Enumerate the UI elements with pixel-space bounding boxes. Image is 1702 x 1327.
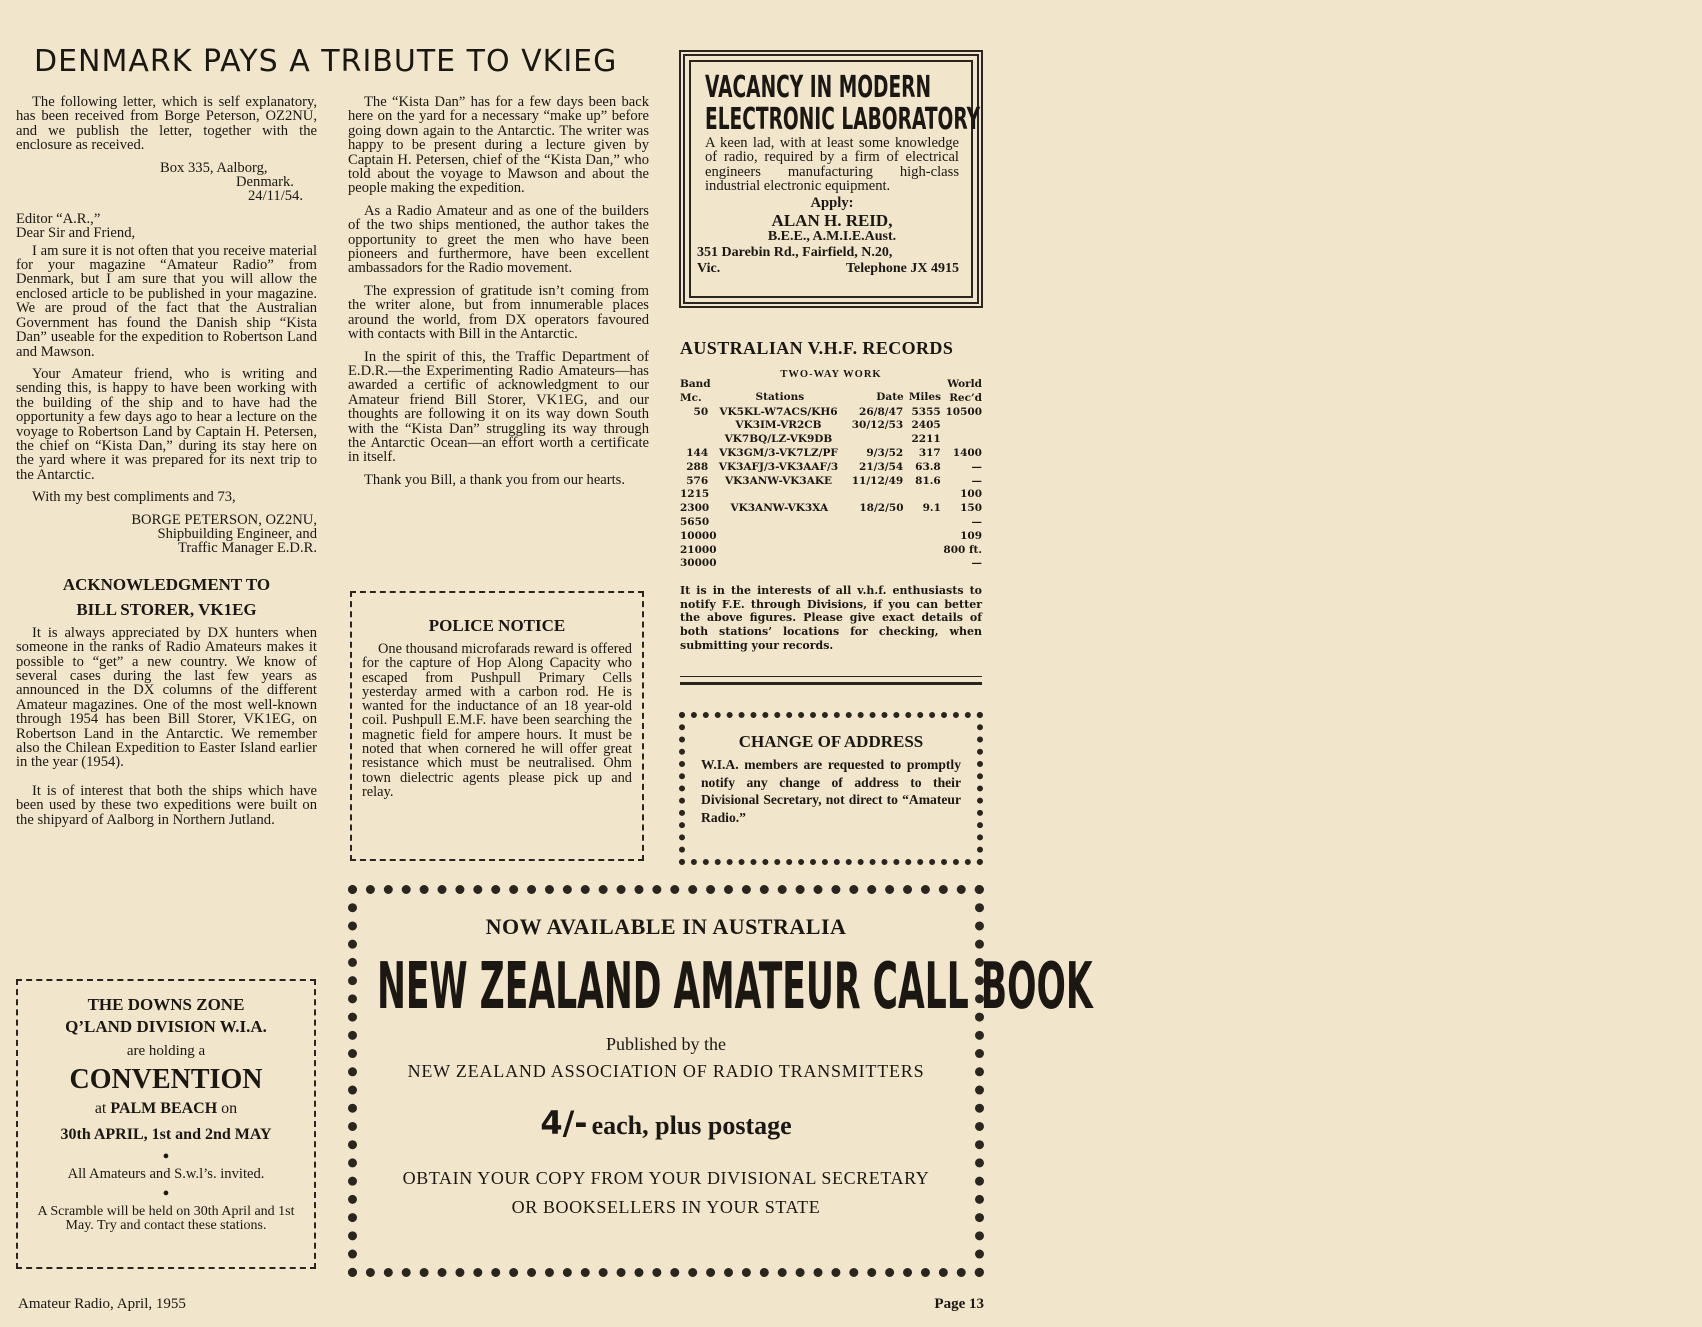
- signature-line: BORGE PETERSON, OZ2NU,: [131, 511, 317, 528]
- vhf-stations-cell: VK3ANW-VK3AKE: [724, 474, 832, 487]
- vhf-world-cell: —: [971, 515, 982, 528]
- ack-heading-1: ACKNOWLEDGMENT TO: [62, 574, 271, 594]
- salutation-editor: Editor “A.R.,”: [16, 210, 101, 227]
- convention-scramble: A Scramble will be held on 30th April and 1st May. Try and contact these stations.: [37, 1204, 295, 1233]
- vhf-world-cell: 100: [960, 488, 982, 501]
- vhf-band-cell: [680, 433, 708, 447]
- callbook-association: NEW ZEALAND ASSOCIATION OF RADIO TRANSMITTERS: [407, 1061, 925, 1081]
- convention-at: at: [94, 1100, 107, 1117]
- vacancy-contact-quals: B.E.E., A.M.I.E.Aust.: [767, 228, 897, 244]
- vacancy-apply: Apply:: [810, 194, 854, 211]
- vhf-world-cell: 1400: [952, 446, 982, 459]
- vhf-date-cell: 11/12/49: [851, 474, 904, 487]
- vhf-date-cell: [849, 488, 903, 502]
- signature-line: Traffic Manager E.D.R.: [177, 540, 317, 557]
- vacancy-state: Vic.: [697, 260, 721, 276]
- vhf-band-cell: 21000: [680, 543, 717, 556]
- vhf-miles-cell: [904, 488, 941, 502]
- vhf-table-row: [680, 447, 982, 461]
- vhf-band-cell: 30000: [680, 557, 717, 570]
- vhf-miles-cell: 2211: [911, 433, 941, 446]
- convention-bullet: ●: [162, 1150, 170, 1162]
- vhf-table-row: [680, 544, 982, 558]
- vhf-stations-cell: VK5KL-W7ACS/KH6: [719, 405, 838, 418]
- ack-paragraph-2: It is of interest that both the ships which have been used by these two expeditions were built on the shipyard of Aalborg in Northern Jutland.: [16, 782, 317, 828]
- vhf-stations-cell: VK3IM-VR2CB: [735, 419, 822, 432]
- vhf-miles-cell: [904, 544, 941, 558]
- article-title: DENMARK PAYS A TRIBUTE TO VKIEG: [34, 44, 618, 79]
- callbook-now-available: NOW AVAILABLE IN AUSTRALIA: [485, 914, 847, 939]
- vhf-miles-cell: 5355: [911, 405, 941, 418]
- salutation-dear: Dear Sir and Friend,: [16, 225, 136, 242]
- vacancy-phone-row: [697, 261, 959, 277]
- callbook-published-by: Published by the: [606, 1034, 726, 1054]
- vhf-miles-cell: [904, 530, 941, 544]
- callbook-price-value: 4/-: [540, 1104, 588, 1142]
- ack-paragraph-1: It is always appreciated by DX hunters when someone in the ranks of Radio Amateurs makes it possible to “get” a new country. We know of several cases during the last few years as announced in the DX columns of the different Amateur magazines. One of the most well-known through 1954 has been Bill Storer, VK1EG, on Robertson Land in the Antarctic. We remember also the Chilean Expedition to Easter Island earlier in the year (1954).: [16, 624, 317, 771]
- callbook-price-note: each, plus postage: [591, 1111, 792, 1140]
- vacancy-heading-1: VACANCY IN MODERN: [705, 70, 932, 105]
- vhf-world-cell: 109: [960, 529, 982, 542]
- vhf-table-row: [680, 557, 982, 571]
- letter-address: [160, 161, 317, 204]
- address-line: Box 335, Aalborg,: [160, 159, 268, 176]
- vhf-heading: AUSTRALIAN V.H.F. RECORDS: [680, 338, 954, 358]
- vhf-col-world-rec: Rec’d: [949, 391, 982, 404]
- col2-paragraph-5: Thank you Bill, a thank you from our hearts.: [364, 471, 626, 488]
- vhf-stations-cell: VK3GM/3-VK7LZ/PF: [719, 446, 838, 459]
- vacancy-telephone: Telephone JX 4915: [845, 260, 959, 276]
- ack-heading-2: BILL STORER, VK1EG: [76, 599, 257, 619]
- change-of-address-box: [679, 712, 983, 865]
- convention-invite: All Amateurs and S.w.l’s. invited.: [67, 1166, 265, 1182]
- vhf-col-band: Band: [680, 378, 711, 390]
- vhf-stations-cell: [710, 544, 850, 558]
- callbook-ad: [348, 885, 1093, 1277]
- convention-org: THE DOWNS ZONE: [87, 995, 245, 1014]
- vhf-band-cell: 288: [686, 460, 709, 473]
- footer-publication: Amateur Radio, April, 1955: [18, 1296, 186, 1312]
- vhf-world-cell: [941, 433, 982, 447]
- vhf-band-cell: 5650: [680, 515, 710, 528]
- letter-paragraph-1: I am sure it is not often that you receive material for your magazine “Amateur Radio” from Denmark, but I am sure that you will allow the enclosed article to be published in your magazine. We are proud of the fact that the Australian Government has found the Danish ship “Kista Dan” useable for the expedition to Robertson Land and Mawson.: [16, 242, 317, 360]
- police-notice-box: [350, 591, 644, 861]
- vhf-stations-cell: VK3AFJ/3-VK3AAF/3: [718, 460, 839, 473]
- convention-holding: are holding a: [126, 1043, 206, 1059]
- vhf-col-date: Date: [876, 391, 904, 403]
- convention-location: [18, 1100, 314, 1118]
- vhf-date-cell: [849, 433, 903, 447]
- col2-paragraph-2: As a Radio Amateur and as one of the builders of the two ships mentioned, the author takes the opportunity to greet the men who have been pioneers and furthermore, have been excellent ambassadors for the Radio movement.: [348, 202, 649, 277]
- vhf-table-row: [680, 461, 982, 475]
- col2-paragraph-1: The “Kista Dan” has for a few days been back here on the yard for a necessary “make up” before going down again to the Antarctic. The writer was happy to be present during a lecture given by Captain H. Petersen, chief of the “Kista Dan,” who told about the voyage to Mawson and about the people making the expedition.: [348, 94, 649, 197]
- col2-paragraph-4: In the spirit of this, the Traffic Department of E.D.R.—the Experimenting Radio Amateurs—has awarded a certific of acknowledgment to our Amateur friend Bill Storer, VK1EG, and our thoughts are following it on its way down South with the “Kista Dan” struggling its way through the Antarctic Ocean—an effort worth a certificate in itself.: [348, 348, 649, 466]
- convention-division: Q’LAND DIVISION W.I.A.: [65, 1017, 267, 1036]
- vhf-date-cell: 21/3/54: [859, 460, 904, 473]
- callbook-price: [357, 1104, 975, 1142]
- vhf-miles-cell: 317: [918, 446, 941, 459]
- change-of-address-text: W.I.A. members are requested to promptly notify any change of address to their Divisional Secretary, not direct to “Amateur Radio.”: [701, 757, 961, 825]
- police-text: One thousand microfarads reward is offered for the capture of Hop Along Capacity who escaped from Pushpull Primary Cells yesterday armed with a carbon rod. He is wanted for the inductance of an 18 year-old coil. Pushpull E.M.F. have been searching the magnetic field for ampere hours. It must be noted that when cornered he will offer great resistance which must be neutralised. Ohm town dielectric agents please pick up and relay.: [362, 641, 632, 800]
- vacancy-heading-2: ELECTRONIC LABORATORY: [705, 102, 981, 137]
- vhf-table-row: [680, 530, 982, 544]
- vhf-date-cell: [849, 516, 903, 530]
- convention-bullet: ●: [162, 1187, 170, 1199]
- convention-on: on: [221, 1100, 238, 1117]
- vhf-world-cell: 800 ft.: [943, 543, 982, 556]
- vhf-date-cell: [850, 557, 904, 571]
- vhf-miles-cell: [904, 557, 941, 571]
- vhf-miles-cell: 63.8: [915, 460, 941, 473]
- vhf-col-stations: Stations: [755, 391, 805, 403]
- letter-closing: With my best compliments and 73,: [32, 489, 236, 506]
- vacancy-text: A keen lad, with at least some knowledge of radio, required by a firm of electrical engineers manufacturing high-class industrial electronic equipment.: [705, 135, 959, 195]
- vhf-header-row: [680, 378, 982, 406]
- vhf-world-cell: 150: [960, 502, 982, 515]
- vhf-table-row: [680, 488, 982, 502]
- vhf-miles-cell: 81.6: [915, 474, 941, 487]
- vhf-miles-cell: 2405: [911, 419, 941, 432]
- column-2: [348, 95, 649, 495]
- vhf-band-cell: 1215: [680, 488, 710, 501]
- vhf-band-cell: 2300: [680, 502, 710, 515]
- vacancy-heading: [705, 70, 981, 137]
- vhf-date-cell: 30/12/53: [851, 419, 904, 432]
- vhf-stations-cell: VK7BQ/LZ-VK9DB: [724, 433, 833, 446]
- vhf-date-cell: 9/3/52: [866, 446, 904, 459]
- vhf-band-cell: 10000: [680, 529, 717, 542]
- vhf-band-cell: 576: [686, 474, 709, 487]
- vhf-table-row: [680, 419, 982, 433]
- vacancy-address: 351 Darebin Rd., Fairfield, N.20,: [697, 244, 893, 260]
- vhf-world-cell: —: [971, 460, 982, 473]
- column-1: [16, 95, 317, 835]
- vhf-subheading: TWO-WAY WORK: [780, 369, 882, 380]
- convention-dates: 30th APRIL, 1st and 2nd MAY: [60, 1126, 272, 1143]
- vhf-band-cell: 50: [693, 405, 709, 418]
- address-line: 24/11/54.: [248, 188, 303, 205]
- vhf-col-miles: Miles: [908, 391, 942, 403]
- letter-paragraph-2: Your Amateur friend, who is writing and sending this, is happy to have been working with the building of the ship and to have had the opportunity a few days ago to hear a lecture on the voyage to Robertson Land by Captain H. Petersen, the chief on “Kista Dan,” during its stay here on the yard where it was prepared for its next trip to the Antarctic.: [16, 365, 317, 483]
- vhf-miles-cell: 9.1: [922, 502, 941, 515]
- vhf-note: It is in the interests of all v.h.f. enthusiasts to notify F.E. through Divisions, if you can better the above figures. Please give exact details of both stations’ locations for checking, when submitting your records.: [680, 584, 982, 652]
- vhf-stations-cell: [710, 530, 850, 544]
- callbook-obtain: OBTAIN YOUR COPY FROM YOUR DIVISIONAL SECRETARY: [402, 1168, 930, 1188]
- col2-paragraph-3: The expression of gratitude isn’t coming from the writer alone, but from innumerable places around the world, from DX operators favoured with contacts with Bill in the Antarctic.: [348, 282, 649, 343]
- vhf-table-body: [680, 406, 982, 572]
- intro-paragraph: The following letter, which is self explanatory, has been received from Borge Peterson, OZ2NU, and we publish the letter, together with the enclosure as received.: [16, 94, 317, 154]
- vhf-table-row: [680, 475, 982, 489]
- vhf-band-cell: 144: [686, 446, 709, 459]
- vhf-world-cell: —: [971, 474, 982, 487]
- vhf-world-cell: 10500: [945, 405, 982, 418]
- police-text-wrap: [362, 642, 632, 799]
- vhf-col-world: World: [947, 378, 982, 390]
- vhf-table-row: [680, 406, 982, 420]
- vhf-table-row: [680, 433, 982, 447]
- vacancy-contact-name: ALAN H. REID,: [771, 210, 893, 230]
- vhf-miles-cell: [904, 516, 941, 530]
- convention-title: CONVENTION: [69, 1064, 263, 1095]
- vhf-col-band-unit: Mc.: [680, 391, 702, 404]
- vhf-date-cell: [850, 530, 904, 544]
- signature-line: Shipbuilding Engineer, and: [157, 525, 317, 542]
- vhf-stations-cell: [709, 516, 849, 530]
- vhf-records: [680, 338, 982, 652]
- convention-box: [16, 979, 316, 1269]
- convention-place: PALM BEACH: [110, 1100, 218, 1117]
- vhf-stations-cell: VK3ANW-VK3XA: [730, 502, 829, 515]
- vhf-date-cell: 18/2/50: [859, 502, 904, 515]
- callbook-title: NEW ZEALAND AMATEUR CALL BOOK: [377, 950, 1093, 1024]
- vhf-date-cell: [850, 544, 904, 558]
- vhf-table-row: [680, 502, 982, 516]
- vacancy-box: [679, 50, 983, 308]
- change-of-address-heading: CHANGE OF ADDRESS: [738, 732, 924, 751]
- vhf-world-cell: —: [971, 557, 982, 570]
- divider-line: [680, 676, 982, 677]
- letter-signature: [16, 513, 317, 556]
- vhf-stations-cell: [710, 557, 850, 571]
- callbook-booksellers: OR BOOKSELLERS IN YOUR STATE: [511, 1197, 821, 1217]
- address-line: Denmark.: [236, 174, 294, 191]
- divider-line: [680, 682, 982, 685]
- police-heading: POLICE NOTICE: [428, 616, 566, 635]
- footer-page-number: Page 13: [934, 1296, 984, 1312]
- vhf-world-cell: [941, 419, 982, 433]
- vhf-stations-cell: [709, 488, 849, 502]
- vhf-band-cell: [680, 419, 708, 433]
- vhf-table-row: [680, 516, 982, 530]
- vhf-date-cell: 26/8/47: [859, 405, 904, 418]
